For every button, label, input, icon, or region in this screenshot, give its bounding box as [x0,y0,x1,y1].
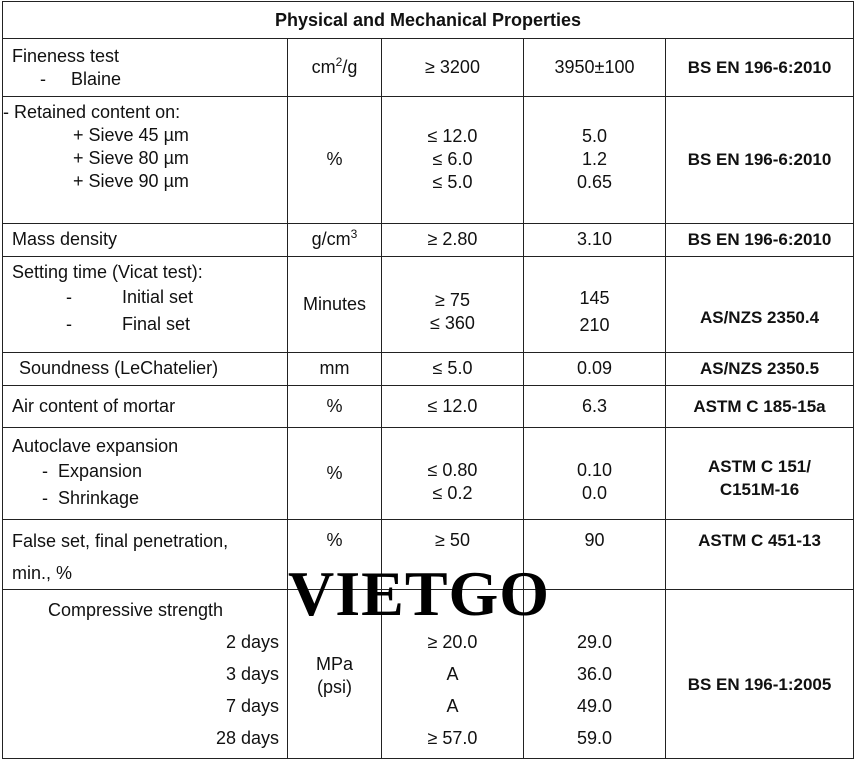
result-value: 59.0 [576,728,613,749]
table-row [3,223,854,256]
result-cell [524,97,666,223]
unit-cell: mm [288,352,382,385]
result-value: 1.2 [581,149,608,170]
result-value: 29.0 [576,632,613,653]
spec-cell: ≥ 2.80 [382,223,524,256]
age-label: 3 days [225,664,279,685]
property-label: Setting time (Vicat test): [12,261,203,282]
spec-cell: ≥ 3200 [382,39,524,97]
spec-value: ≤ 5.0 [432,172,473,193]
property-label: Autoclave expansion [12,436,179,457]
result-value: 145 [579,288,610,309]
table-title-row [3,2,854,39]
standard-cell: BS EN 196-1:2005 [666,590,854,759]
watermark-logo: VIETGO [288,558,551,629]
age-label: 2 days [225,632,279,653]
result-value: 0.10 [576,459,613,480]
unit-line: MPa [315,654,353,675]
result-value: 0.0 [581,482,608,503]
table-row [3,256,854,352]
properties-table [2,1,854,759]
spec-value: ≥ 20.0 [427,632,478,653]
unit-cell: % [288,428,382,520]
spec-value: ≤ 360 [430,313,475,334]
result-value: 36.0 [576,664,613,685]
property-cell [3,590,288,759]
table-row [3,428,854,520]
table-title: Physical and Mechanical Properties [3,2,854,39]
unit-cell [288,223,382,256]
unit-line: (psi) [317,677,352,698]
spec-value: A [446,696,459,717]
unit-cell: % [288,97,382,223]
standard-cell [666,428,854,520]
spec-value: ≤ 12.0 [427,126,478,147]
standard-cell: BS EN 196-6:2010 [666,39,854,97]
standard-cell: AS/NZS 2350.5 [666,352,854,385]
standard-cell: BS EN 196-6:2010 [666,97,854,223]
age-label: 7 days [225,696,279,717]
spec-value: ≤ 0.80 [427,459,478,480]
property-cell [3,39,288,97]
property-label: Mass density [3,223,288,256]
property-sub: - Shrinkage [42,488,140,509]
property-cell [3,256,288,352]
table-row [3,39,854,97]
spec-value: A [446,664,459,685]
table-row [3,352,854,385]
table-row [3,385,854,427]
unit-tail: /g [342,57,358,78]
property-sub: + Sieve 45 µm [73,125,189,146]
property-sub: + Sieve 90 µm [73,171,189,192]
property-sub: - Final set [66,313,191,334]
age-label: 28 days [215,728,279,749]
result-value: 5.0 [581,126,608,147]
spec-value: ≥ 57.0 [427,728,478,749]
standard-line: ASTM C 151/ [708,456,811,476]
property-sub: - Expansion [42,461,143,482]
table-row [3,97,854,223]
standard-cell: BS EN 196-6:2010 [666,223,854,256]
spec-cell: ≤ 12.0 [382,385,524,427]
result-value: 0.65 [576,172,613,193]
spec-cell [382,256,524,352]
property-sub: - Initial set [66,286,194,307]
property-label: - Retained content on: [3,102,181,123]
unit-sup: 2 [335,55,343,70]
result-value: 210 [579,315,610,336]
spec-value: ≥ 75 [435,290,470,311]
property-cell [3,520,288,590]
property-label: min., % [12,563,73,584]
result-cell: 3.10 [524,223,666,256]
result-cell: 0.09 [524,352,666,385]
unit-cell: % [288,385,382,427]
standard-line: C151M-16 [719,479,800,499]
unit-cell: % [288,520,382,590]
property-label: Fineness test [12,45,120,66]
property-label: Air content of mortar [3,385,288,427]
result-cell: 3950±100 [524,39,666,97]
result-value: 49.0 [576,696,613,717]
spec-value: ≤ 6.0 [432,149,473,170]
standard-cell: ASTM C 451-13 [666,520,854,590]
property-cell [3,97,288,223]
property-label: Soundness (LeChatelier) [3,352,288,385]
spec-cell: ≤ 5.0 [382,352,524,385]
unit-text: g/cm [311,229,351,250]
unit-text: cm [311,57,336,78]
property-sub: - Blaine [40,68,122,89]
unit-sup: 3 [350,227,358,242]
result-cell: 6.3 [524,385,666,427]
property-cell [3,428,288,520]
property-sub: + Sieve 80 µm [73,148,189,169]
result-cell [524,256,666,352]
spec-cell [382,428,524,520]
spec-cell: ≥ 50 [382,520,524,590]
standard-cell: AS/NZS 2350.4 [666,256,854,352]
spec-cell [382,97,524,223]
unit-cell: Minutes [288,256,382,352]
result-cell [524,428,666,520]
property-label: Compressive strength [48,600,224,621]
result-cell: 90 [524,520,666,590]
standard-cell: ASTM C 185-15a [666,385,854,427]
unit-cell [288,39,382,97]
property-label: False set, final penetration, [12,531,229,552]
spec-value: ≤ 0.2 [432,482,473,503]
